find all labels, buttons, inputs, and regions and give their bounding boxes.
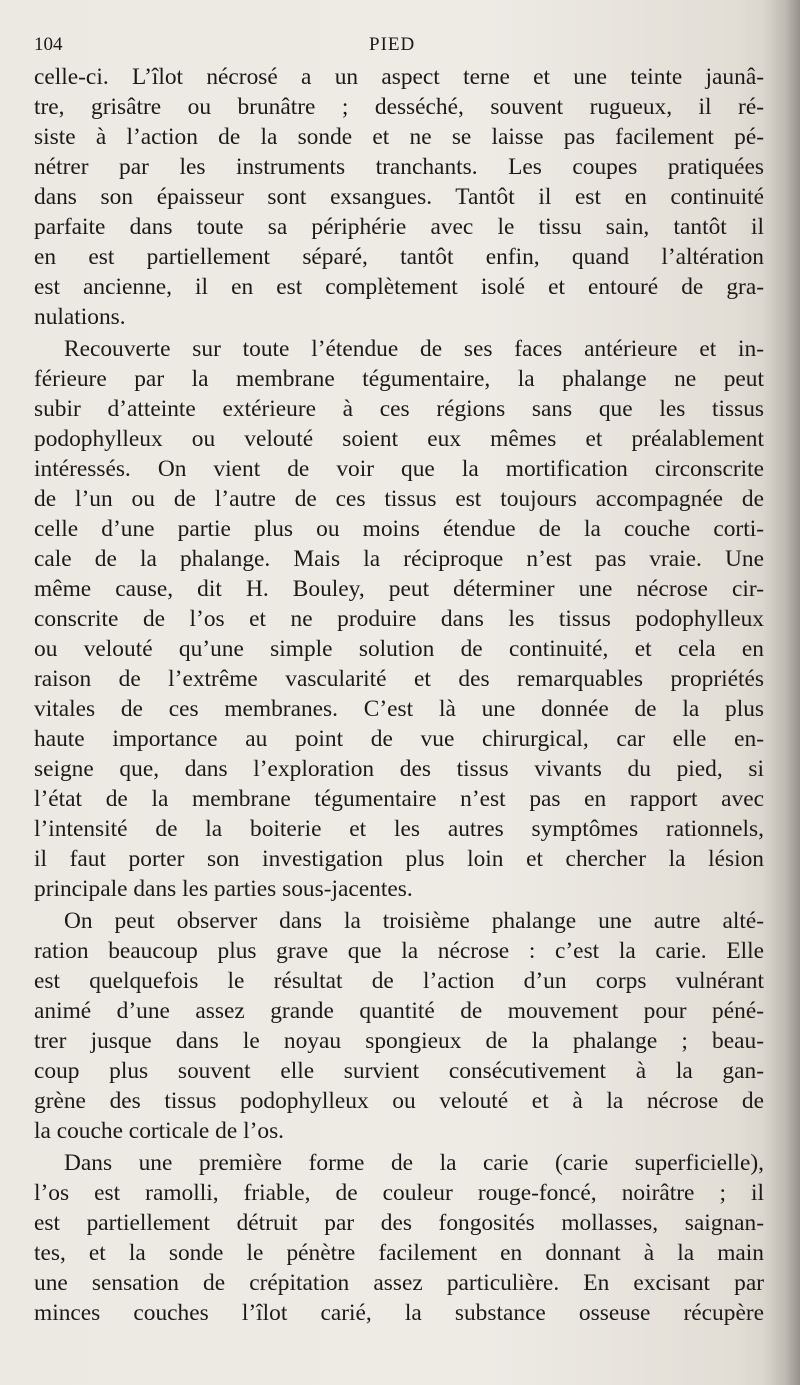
text-line: coup plus souvent elle survient consécutivement à la gan- bbox=[34, 1058, 764, 1084]
text-line: l’état de la membrane tégumentaire n’est pas en rapport avec bbox=[34, 786, 764, 812]
text-line: trer jusque dans le noyau spongieux de la phalange ; beau- bbox=[34, 1028, 764, 1054]
text-line: siste à l’action de la sonde et ne se laisse pas facilement pé- bbox=[34, 124, 764, 150]
text-line: même cause, dit H. Bouley, peut déterminer une nécrose cir- bbox=[34, 576, 764, 602]
running-title: PIED bbox=[369, 34, 416, 55]
text-line: intéressés. On vient de voir que la mortification circonscrite bbox=[34, 456, 764, 482]
page-number: 104 bbox=[34, 34, 63, 55]
running-head bbox=[34, 34, 764, 58]
text-line: conscrite de l’os et ne produire dans les tissus podophylleux bbox=[34, 606, 764, 632]
text-line: celle-ci. L’îlot nécrosé a un aspect terne et une teinte jaunâ- bbox=[34, 64, 764, 90]
text-line: cale de la phalange. Mais la réciproque n’est pas vraie. Une bbox=[34, 546, 764, 572]
paragraph-carie-intro bbox=[34, 906, 764, 1146]
text-line: parfaite dans toute sa périphérie avec le tissu sain, tantôt il bbox=[34, 214, 764, 240]
text-line: podophylleux ou velouté soient eux mêmes et préalablement bbox=[34, 426, 764, 452]
text-line: nétrer par les instruments tranchants. Les coupes pratiquées bbox=[34, 154, 764, 180]
paragraph-phalange-integument bbox=[34, 334, 764, 904]
page-edge-shadow bbox=[764, 0, 800, 1385]
text-line: minces couches l’îlot carié, la substance osseuse récupère bbox=[34, 1300, 764, 1326]
text-line: haute importance au point de vue chirurgical, car elle en- bbox=[34, 726, 764, 752]
text-line: une sensation de crépitation assez particulière. En excisant par bbox=[34, 1270, 764, 1296]
text-line: animé d’une assez grande quantité de mouvement pour péné- bbox=[34, 998, 764, 1024]
text-line: subir d’atteinte extérieure à ces régions sans que les tissus bbox=[34, 396, 764, 422]
text-line: est quelquefois le résultat de l’action d’un corps vulnérant bbox=[34, 968, 764, 994]
text-line: raison de l’extrême vascularité et des remarquables propriétés bbox=[34, 666, 764, 692]
text-line: principale dans les parties sous-jacentes. bbox=[34, 876, 413, 902]
text-line: On peut observer dans la troisième phalange une autre alté- bbox=[64, 908, 764, 934]
text-line: grène des tissus podophylleux ou velouté et à la nécrose de bbox=[34, 1088, 764, 1114]
text-line: nulations. bbox=[34, 304, 126, 330]
text-line: l’os est ramolli, friable, de couleur rouge-foncé, noirâtre ; il bbox=[34, 1180, 764, 1206]
text-line: celle d’une partie plus ou moins étendue de la couche corti- bbox=[34, 516, 764, 542]
text-line: est partiellement détruit par des fongosités mollasses, saignan- bbox=[34, 1210, 764, 1236]
text-line: seigne que, dans l’exploration des tissus vivants du pied, si bbox=[34, 756, 764, 782]
text-line: ou velouté qu’une simple solution de continuité, et cela en bbox=[34, 636, 764, 662]
text-line: Dans une première forme de la carie (carie superficielle), bbox=[64, 1150, 764, 1176]
text-line: vitales de ces membranes. C’est là une donnée de la plus bbox=[34, 696, 764, 722]
text-line: il faut porter son investigation plus loin et chercher la lésion bbox=[34, 846, 764, 872]
text-line: ration beaucoup plus grave que la nécrose : c’est la carie. Elle bbox=[34, 938, 764, 964]
text-line: la couche corticale de l’os. bbox=[34, 1118, 285, 1144]
text-line: de l’un ou de l’autre de ces tissus est toujours accompagnée de bbox=[34, 486, 764, 512]
text-line: dans son épaisseur sont exsangues. Tantôt il est en continuité bbox=[34, 184, 764, 210]
paragraph-necrosis-continued bbox=[34, 62, 764, 332]
paragraph-carie-superficielle bbox=[34, 1148, 764, 1328]
text-line: Recouverte sur toute l’étendue de ses faces antérieure et in- bbox=[64, 336, 764, 362]
text-line: l’intensité de la boiterie et les autres symptômes rationnels, bbox=[34, 816, 764, 842]
body-text bbox=[34, 62, 764, 1328]
text-line: tes, et la sonde le pénètre facilement en donnant à la main bbox=[34, 1240, 764, 1266]
text-line: férieure par la membrane tégumentaire, la phalange ne peut bbox=[34, 366, 764, 392]
text-line: en est partiellement séparé, tantôt enfin, quand l’altération bbox=[34, 244, 764, 270]
text-line: est ancienne, il en est complètement isolé et entouré de gra- bbox=[34, 274, 764, 300]
text-line: tre, grisâtre ou brunâtre ; desséché, souvent rugueux, il ré- bbox=[34, 94, 764, 120]
